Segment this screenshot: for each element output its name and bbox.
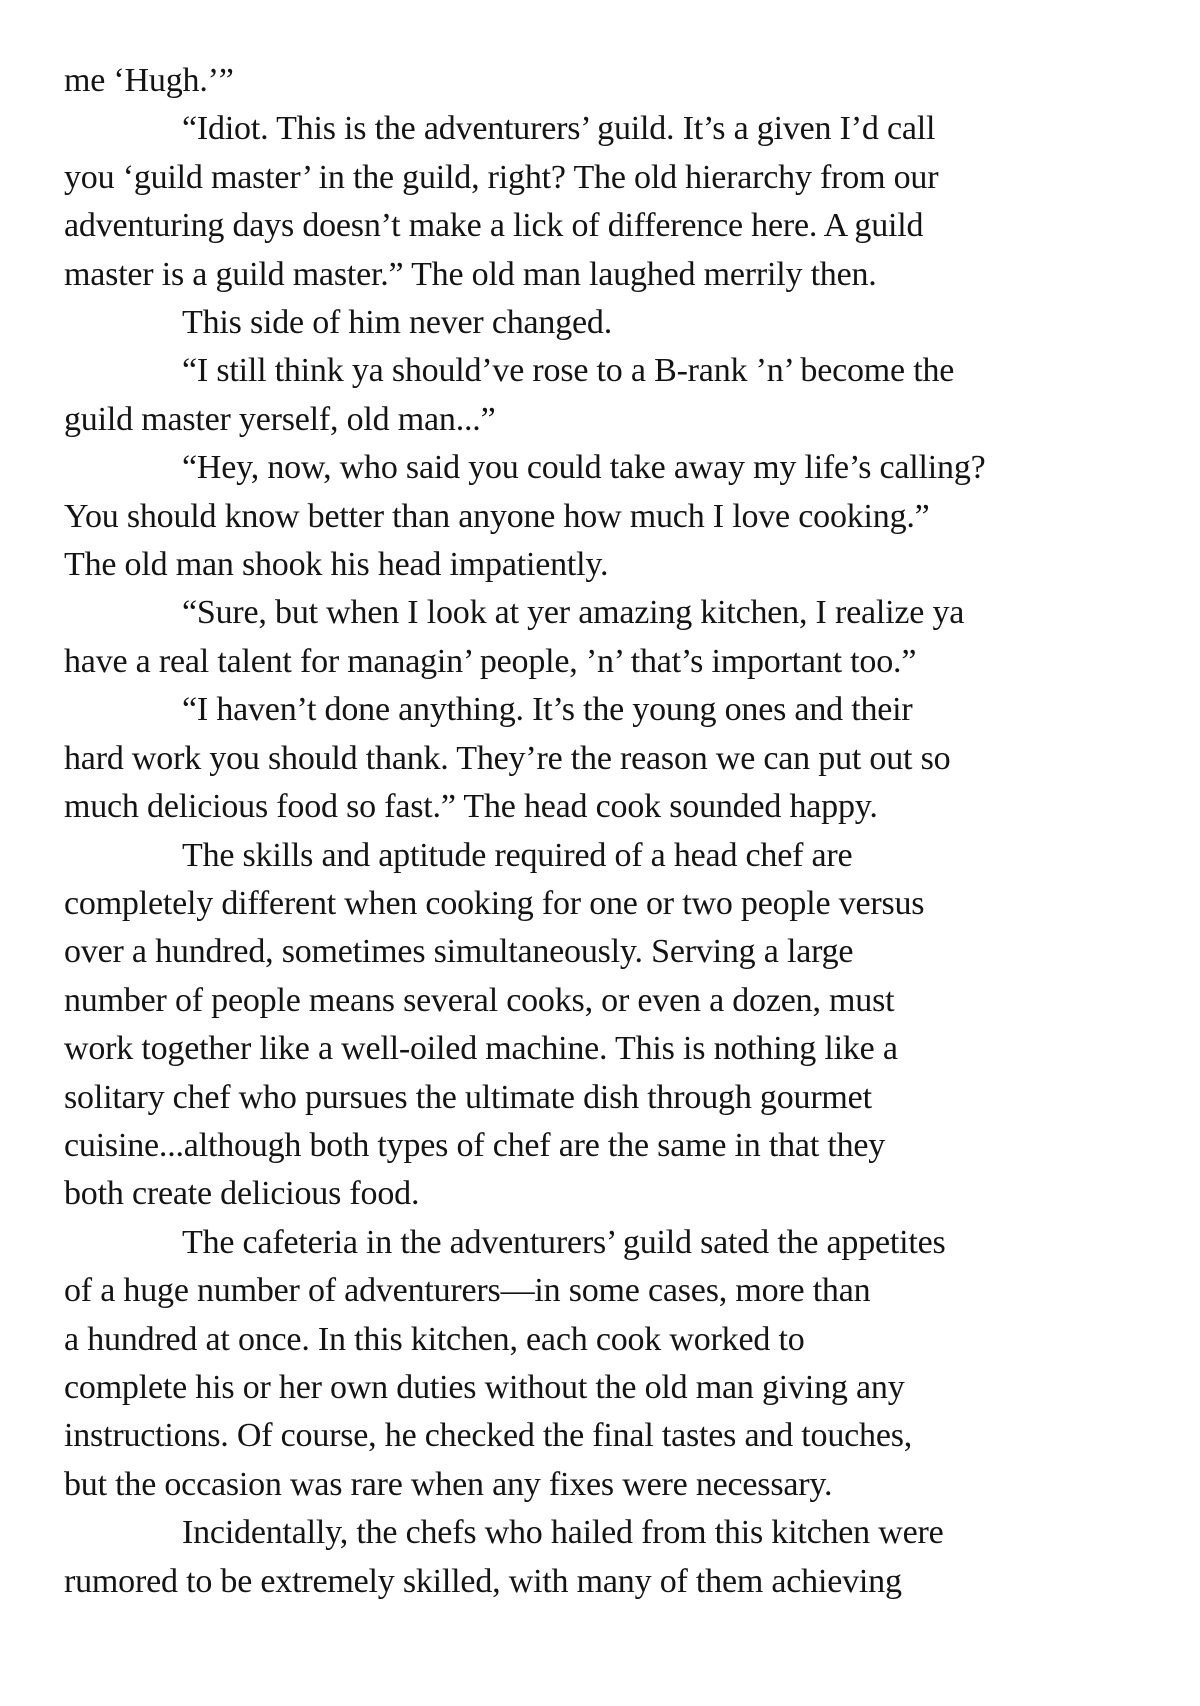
text-line: you ‘guild master’ in the guild, right? The old hierarchy from our: [64, 158, 939, 196]
text-line: number of people means several cooks, or even a dozen, must: [64, 981, 895, 1019]
text-line: You should know better than anyone how much I love cooking.”: [64, 497, 930, 535]
text-line: This side of him never changed.: [182, 304, 613, 342]
text-line: The skills and aptitude required of a head chef are: [182, 836, 853, 874]
text-line: rumored to be extremely skilled, with many of them achieving: [64, 1562, 902, 1600]
text-line: hard work you should thank. They’re the reason we can put out so: [64, 739, 951, 777]
text-line: “Hey, now, who said you could take away my life’s calling?: [182, 449, 986, 487]
text-line: over a hundred, sometimes simultaneously. Serving a large: [64, 933, 854, 971]
text-line: me ‘Hugh.’”: [64, 62, 234, 99]
text-line: cuisine...although both types of chef are the same in that they: [64, 1126, 886, 1164]
text-line: complete his or her own duties without the old man giving any: [64, 1368, 905, 1406]
text-line: “Sure, but when I look at yer amazing kitchen, I realize ya: [182, 594, 965, 632]
text-line: completely different when cooking for one or two people versus: [64, 884, 925, 922]
text-line: “I still think ya should’ve rose to a B-rank ’n’ become the: [182, 352, 955, 390]
text-line: The old man shook his head impatiently.: [64, 546, 609, 584]
text-line: much delicious food so fast.” The head cook sounded happy.: [64, 788, 878, 826]
text-line: instructions. Of course, he checked the final tastes and touches,: [64, 1417, 913, 1455]
text-line: work together like a well-oiled machine. This is nothing like a: [64, 1030, 898, 1068]
text-line: solitary chef who pursues the ultimate dish through gourmet: [64, 1078, 872, 1116]
text-line: of a huge number of adventurers—in some cases, more than: [64, 1272, 871, 1310]
text-line: The cafeteria in the adventurers’ guild sated the appetites: [182, 1223, 946, 1261]
text-line: a hundred at once. In this kitchen, each cook worked to: [64, 1320, 805, 1358]
page-text: [64, 57, 1164, 1606]
text-line: master is a guild master.” The old man laughed merrily then.: [64, 255, 877, 293]
text-line: but the occasion was rare when any fixes were necessary.: [64, 1465, 833, 1503]
text-line: “I haven’t done anything. It’s the young ones and their: [182, 691, 913, 729]
text-line: both create delicious food.: [64, 1175, 420, 1213]
text-line: Incidentally, the chefs who hailed from this kitchen were: [182, 1514, 944, 1552]
text-line: guild master yerself, old man...”: [64, 400, 496, 438]
text-line: adventuring days doesn’t make a lick of difference here. A guild: [64, 207, 924, 245]
text-line: “Idiot. This is the adventurers’ guild. It’s a given I’d call: [182, 110, 936, 148]
text-line: have a real talent for managin’ people, ’n’ that’s important too.”: [64, 642, 917, 680]
